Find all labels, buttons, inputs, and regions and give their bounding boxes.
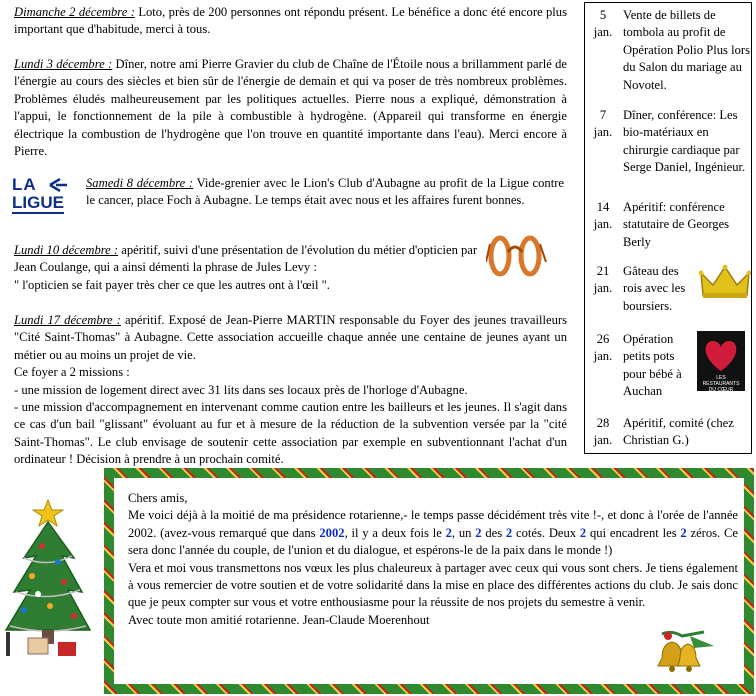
ligue-logo-line2: LIGUE	[12, 193, 64, 212]
entry-dec-17	[14, 312, 567, 469]
agenda-text: Opération petits pots pour bébé à Auchan	[623, 332, 682, 399]
entry-line: - une mission de logement direct avec 31 lits dans ses locaux près de l'horloge d'Aubagne.	[14, 382, 468, 397]
agenda-month: jan.	[593, 349, 613, 364]
letter-number: 2	[475, 525, 482, 540]
christmas-tree-icon	[2, 498, 98, 664]
agenda-day: 5	[599, 8, 607, 22]
agenda-month: jan.	[593, 217, 613, 232]
agenda-day: 14	[596, 200, 610, 214]
letter-text: Me voici déjà à la moitié de ma présidence rotarienne,- le temps passe décidément très vite !-, et donc à l'orée de l'année 2002. (avez-vous remarqué que dans	[128, 508, 738, 540]
letter-text: des	[481, 525, 506, 540]
agenda-month: jan.	[593, 433, 613, 448]
agenda-text: Dîner, conférence: Les bio-matériaux en chirurgie cardiaque par Serge Daniel, Ingénieur.	[623, 108, 746, 175]
entry-text: Loto, près de 200 personnes ont répondu présent. Le bénéfice a donc été encore plus important que d'habitude, merci à tous.	[14, 5, 567, 37]
letter-number: 2	[579, 525, 587, 540]
president-letter	[128, 490, 738, 629]
entry-dec-10	[14, 242, 484, 294]
ligue-logo-line1: LA	[12, 175, 37, 194]
entry-date: Lundi 3 décembre :	[14, 57, 113, 71]
bells-icon	[632, 628, 722, 678]
entry-date: Samedi 8 décembre :	[86, 176, 194, 190]
letter-signature: Avec toute mon amitié rotarienne. Jean-Claude Moerenhout	[128, 612, 430, 627]
entry-date: Dimanche 2 décembre :	[14, 5, 135, 19]
ligue-logo-arrow-icon	[48, 178, 68, 192]
agenda-text: Vente de billets de tombola au profit de Opération Polio Plus lors du Salon du mariage au Novotel.	[623, 8, 750, 92]
entry-dec-2	[14, 4, 567, 39]
agenda-day: 28	[596, 416, 610, 430]
entry-text: Dîner, notre ami Pierre Gravier du club de Chaîne de l'Étoile nous a brillamment parlé de l'énergie au cours des siècles et bien sûr de l'énergie de demain et qui va poser de très nombreux problèmes. Problèmes éludés malheureusement par les politiques actuelles. Pierre nous a expliqué, démonstration à l'appui, le fonctionnement de la pile à combustible à hydrogène. (Appareil qui transforme en énergie électrique la combustion de l'hydrogène que l'on trouve en quantité importante dans l'eau). Merci encore à Pierre.	[14, 57, 567, 159]
letter-greeting: Chers amis,	[128, 491, 188, 505]
letter-text: , un	[451, 525, 476, 540]
letter-text: zéros. Ce sera donc l'année du couple, de l'union et du dialogue, et espérons-le de la paix dans le monde !)	[128, 525, 738, 558]
letter-text: Vera et moi vous transmettons nos vœux les plus chaleureux à partager avec ceux qui vous sont chers. Je tiens également à vous remercier de votre soutien et de votre solidarité dans la mise en place des différentes actions du club. Je sais donc que je peux compter sur vous et votre enthousiasme pour la réussite de nos projets du semestre à venir.	[128, 560, 738, 610]
entry-dec-3	[14, 56, 567, 160]
agenda-item	[589, 7, 751, 97]
letter-text: cotés. Deux	[512, 525, 580, 540]
agenda-item	[589, 199, 751, 255]
agenda-month: jan.	[593, 125, 613, 140]
agenda-day: 21	[596, 264, 610, 278]
crown-icon	[699, 265, 751, 301]
letter-number: 2	[505, 525, 513, 540]
letter-number: 2002	[319, 525, 345, 540]
letter-text: , il y a deux fois le	[344, 525, 446, 540]
entry-date: Lundi 10 décembre :	[14, 243, 119, 257]
entry-date: Lundi 17 décembre :	[14, 313, 121, 327]
agenda-month: jan.	[593, 281, 613, 296]
entry-quote: " l'opticien se fait payer très cher ce que les autres ont à l'œil ".	[14, 277, 330, 292]
agenda-text: Gâteau des rois avec les boursiers.	[623, 264, 686, 313]
entry-text: apéritif. Exposé de Jean-Pierre MARTIN responsable du Foyer des jeunes travailleurs "Cité Saint-Thomas" à Aubagne. Cette association accueille chaque année une centaine de jeunes ayant un métier ou au moins un projet de vie.	[14, 313, 567, 362]
agenda-box	[584, 2, 752, 454]
agenda-item	[589, 107, 751, 197]
letter-text: qui encadrent les	[586, 525, 681, 540]
ligue-logo	[12, 176, 74, 214]
entry-text: apéritif, suivi d'une présentation de l'évolution du métier d'opticien par Jean Coulange, qui a ainsi démenti la phrase de Jules Levy :	[14, 243, 478, 275]
agenda-day: 7	[599, 108, 607, 122]
president-letter-box	[104, 468, 754, 694]
entry-line: Ce foyer a 2 missions :	[14, 365, 130, 380]
letter-number: 2	[680, 525, 687, 540]
agenda-item	[589, 331, 751, 405]
entry-text: Vide-grenier avec le Lion's Club d'Aubagne au profit de la Ligue contre le cancer, place Foch à Aubagne. Le temps était avec nous et les affaires furent bonnes.	[86, 176, 564, 208]
restos-du-coeur-logo	[697, 331, 745, 391]
entry-line: - une mission d'accompagnement en intervenant comme caution entre les bailleurs et les jeunes. Il s'agit dans ce cas d'un bail "glissant" évoluant au fur et à mesure de la réduction de la subvention versée par la "cité Saint-Thomas". Le club envisage de soutenir cette association par exemple en subventionnant l'achat d'un ordinateur ! Décision à prendre à un prochain comité.	[14, 400, 567, 467]
agenda-item	[589, 415, 751, 455]
agenda-month: jan.	[593, 25, 613, 40]
letter-number: 2	[445, 525, 452, 540]
restos-du-coeur-label: LES RESTAURANTS DU CŒUR	[702, 375, 740, 393]
agenda-item	[589, 263, 751, 319]
agenda-text: Apéritif: conférence statutaire de Georges Berly	[623, 200, 730, 249]
glasses-icon	[486, 232, 548, 280]
heart-icon	[697, 335, 745, 375]
entry-dec-8	[86, 175, 564, 210]
agenda-text: Apéritif, comité (chez Christian G.)	[623, 416, 734, 448]
agenda-day: 26	[596, 332, 610, 346]
